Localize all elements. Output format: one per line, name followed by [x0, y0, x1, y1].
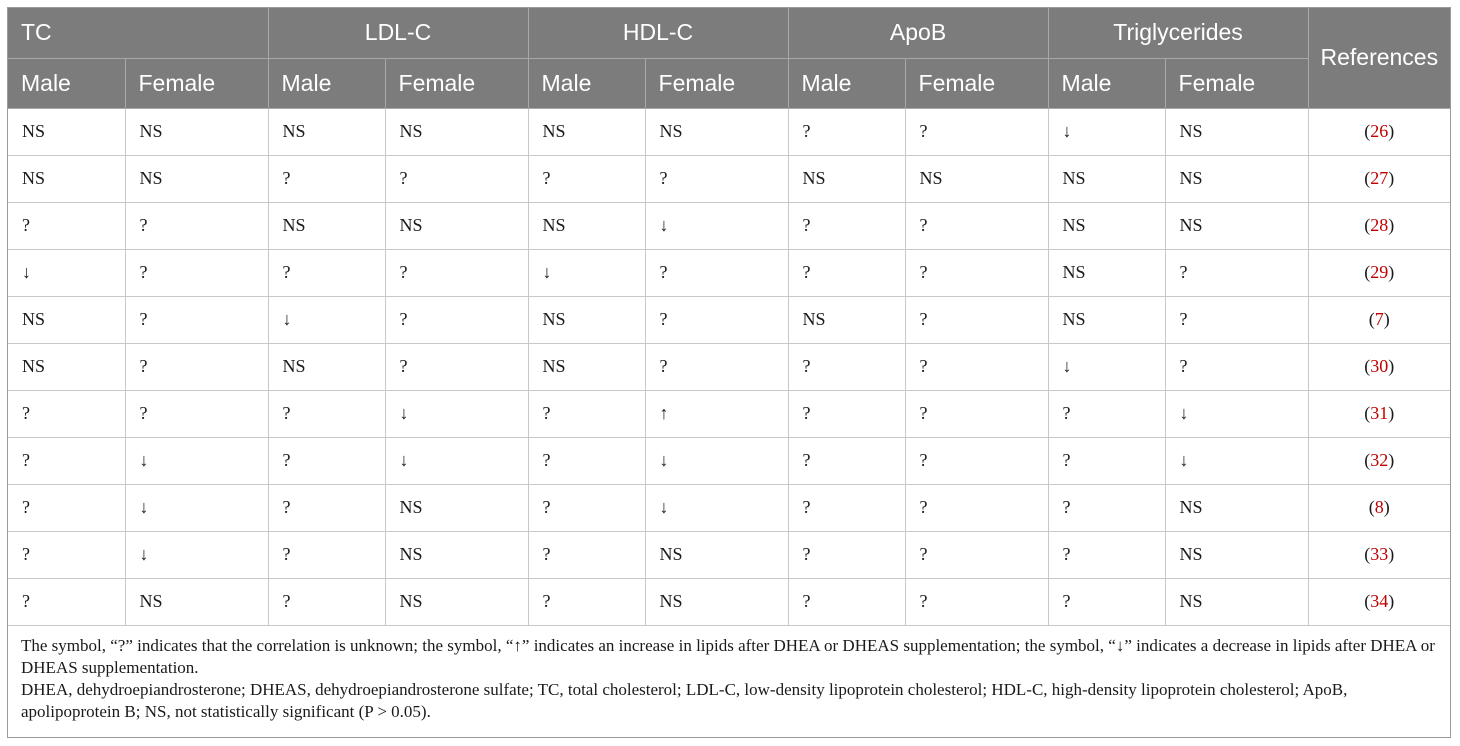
cell-tg-female: ↓ [1165, 390, 1308, 437]
cell-tc-female: ↓ [125, 437, 268, 484]
cell-ldl-male: ↓ [268, 296, 385, 343]
cell-hdl-male: ? [528, 484, 645, 531]
cell-tc-female: ? [125, 296, 268, 343]
cell-tc-female: NS [125, 578, 268, 625]
cell-reference: (33) [1308, 531, 1450, 578]
subheader-male: Male [268, 58, 385, 108]
cell-apob-female: ? [905, 390, 1048, 437]
cell-tg-female: NS [1165, 578, 1308, 625]
cell-apob-female: ? [905, 296, 1048, 343]
cell-ldl-female: ↓ [385, 437, 528, 484]
cell-tg-female: ? [1165, 343, 1308, 390]
header-ldl-c: LDL-C [268, 8, 528, 58]
cell-ldl-male: ? [268, 531, 385, 578]
cell-tc-male: ? [8, 437, 125, 484]
cell-apob-male: ? [788, 343, 905, 390]
cell-tg-male: ? [1048, 484, 1165, 531]
cell-reference: (31) [1308, 390, 1450, 437]
reference-link[interactable]: 30 [1370, 356, 1389, 376]
reference-link[interactable]: 33 [1370, 544, 1389, 564]
cell-tg-male: NS [1048, 296, 1165, 343]
cell-hdl-female: NS [645, 578, 788, 625]
cell-hdl-male: ? [528, 578, 645, 625]
reference-link[interactable]: 7 [1374, 309, 1384, 329]
cell-ldl-male: ? [268, 484, 385, 531]
table-footnotes [8, 626, 1450, 723]
reference-link[interactable]: 26 [1370, 121, 1389, 141]
cell-tc-female: ↓ [125, 531, 268, 578]
cell-tg-male: ? [1048, 531, 1165, 578]
cell-tc-male: ↓ [8, 249, 125, 296]
cell-tg-male: ↓ [1048, 108, 1165, 155]
cell-reference: (28) [1308, 202, 1450, 249]
cell-ldl-female: NS [385, 202, 528, 249]
cell-apob-male: ? [788, 390, 905, 437]
cell-reference: (27) [1308, 155, 1450, 202]
cell-ldl-female: NS [385, 484, 528, 531]
cell-tg-female: ↓ [1165, 437, 1308, 484]
cell-apob-male: ? [788, 249, 905, 296]
cell-ldl-female: ? [385, 155, 528, 202]
cell-apob-female: ? [905, 531, 1048, 578]
table-row [8, 249, 1450, 296]
table-row [8, 108, 1450, 155]
table-row [8, 531, 1450, 578]
cell-tc-male: NS [8, 108, 125, 155]
cell-apob-female: ? [905, 578, 1048, 625]
cell-tc-male: ? [8, 390, 125, 437]
cell-hdl-female: ? [645, 155, 788, 202]
cell-hdl-female: ? [645, 343, 788, 390]
header-tc: TC [8, 8, 268, 58]
cell-ldl-male: NS [268, 108, 385, 155]
subheader-male: Male [8, 58, 125, 108]
subheader-female: Female [1165, 58, 1308, 108]
subheader-female: Female [905, 58, 1048, 108]
cell-tg-male: ? [1048, 437, 1165, 484]
cell-ldl-male: ? [268, 578, 385, 625]
cell-tg-female: NS [1165, 484, 1308, 531]
cell-hdl-female: NS [645, 108, 788, 155]
table-row [8, 202, 1450, 249]
cell-ldl-female: ? [385, 296, 528, 343]
reference-link[interactable]: 28 [1370, 215, 1389, 235]
cell-hdl-female: ? [645, 296, 788, 343]
cell-reference: (32) [1308, 437, 1450, 484]
reference-link[interactable]: 8 [1374, 497, 1384, 517]
subheader-male: Male [528, 58, 645, 108]
cell-tc-male: ? [8, 484, 125, 531]
header-references: References [1308, 8, 1450, 108]
cell-ldl-male: ? [268, 390, 385, 437]
cell-hdl-female: NS [645, 531, 788, 578]
cell-apob-female: NS [905, 155, 1048, 202]
cell-ldl-male: ? [268, 155, 385, 202]
cell-hdl-male: ? [528, 390, 645, 437]
cell-tc-female: ? [125, 249, 268, 296]
cell-tg-male: ? [1048, 390, 1165, 437]
cell-reference: (26) [1308, 108, 1450, 155]
cell-reference: (30) [1308, 343, 1450, 390]
cell-hdl-female: ? [645, 249, 788, 296]
header-triglycerides: Triglycerides [1048, 8, 1308, 58]
cell-ldl-female: ↓ [385, 390, 528, 437]
cell-ldl-female: NS [385, 108, 528, 155]
group-header-row [8, 8, 1450, 58]
cell-reference: (7) [1308, 296, 1450, 343]
cell-tc-male: ? [8, 202, 125, 249]
cell-tg-female: ? [1165, 296, 1308, 343]
cell-apob-male: ? [788, 108, 905, 155]
cell-hdl-female: ↑ [645, 390, 788, 437]
cell-reference: (34) [1308, 578, 1450, 625]
reference-link[interactable]: 34 [1370, 591, 1389, 611]
cell-hdl-female: ↓ [645, 484, 788, 531]
cell-tg-male: NS [1048, 202, 1165, 249]
cell-tg-female: NS [1165, 108, 1308, 155]
cell-ldl-male: NS [268, 202, 385, 249]
sex-header-row [8, 58, 1450, 108]
cell-tg-female: ? [1165, 249, 1308, 296]
cell-apob-male: NS [788, 155, 905, 202]
cell-tg-male: ? [1048, 578, 1165, 625]
table-row [8, 484, 1450, 531]
cell-hdl-male: NS [528, 202, 645, 249]
cell-tc-male: NS [8, 343, 125, 390]
cell-apob-male: ? [788, 437, 905, 484]
cell-hdl-male: ? [528, 437, 645, 484]
cell-hdl-male: NS [528, 343, 645, 390]
cell-tg-male: NS [1048, 155, 1165, 202]
cell-reference: (8) [1308, 484, 1450, 531]
cell-ldl-female: NS [385, 531, 528, 578]
table-frame [7, 7, 1451, 738]
cell-ldl-male: ? [268, 437, 385, 484]
reference-link[interactable]: 31 [1370, 403, 1389, 423]
header-apob: ApoB [788, 8, 1048, 58]
lipid-correlation-table [8, 8, 1450, 626]
cell-ldl-male: ? [268, 249, 385, 296]
cell-ldl-male: NS [268, 343, 385, 390]
cell-tc-female: ? [125, 202, 268, 249]
subheader-female: Female [125, 58, 268, 108]
cell-tg-female: NS [1165, 531, 1308, 578]
subheader-female: Female [385, 58, 528, 108]
cell-tc-male: NS [8, 296, 125, 343]
cell-apob-female: ? [905, 249, 1048, 296]
cell-apob-male: ? [788, 531, 905, 578]
cell-apob-male: ? [788, 578, 905, 625]
cell-apob-female: ? [905, 437, 1048, 484]
cell-reference: (29) [1308, 249, 1450, 296]
table-row [8, 296, 1450, 343]
cell-tg-male: ↓ [1048, 343, 1165, 390]
header-hdl-c: HDL-C [528, 8, 788, 58]
cell-ldl-female: NS [385, 578, 528, 625]
cell-tc-male: ? [8, 578, 125, 625]
cell-tg-female: NS [1165, 202, 1308, 249]
cell-tc-female: ↓ [125, 484, 268, 531]
cell-hdl-male: ↓ [528, 249, 645, 296]
reference-link[interactable]: 27 [1370, 168, 1389, 188]
table-row [8, 437, 1450, 484]
cell-apob-female: ? [905, 202, 1048, 249]
cell-tc-male: ? [8, 531, 125, 578]
subheader-male: Male [788, 58, 905, 108]
cell-tc-male: NS [8, 155, 125, 202]
reference-link[interactable]: 29 [1370, 262, 1389, 282]
cell-hdl-male: ? [528, 155, 645, 202]
table-row [8, 390, 1450, 437]
cell-tg-male: NS [1048, 249, 1165, 296]
cell-apob-female: ? [905, 108, 1048, 155]
table-row [8, 155, 1450, 202]
cell-ldl-female: ? [385, 343, 528, 390]
cell-apob-male: ? [788, 202, 905, 249]
footnote-abbreviations: DHEA, dehydroepiandrosterone; DHEAS, dehydroepiandrosterone sulfate; TC, total cholesterol; LDL-C, low-density lipoprotein cholesterol; HDL-C, high-density lipoprotein cholesterol; ApoB, apolipoprotein B; NS, not statistically significant (P > 0.05). [21, 679, 1348, 721]
cell-hdl-male: ? [528, 531, 645, 578]
subheader-female: Female [645, 58, 788, 108]
cell-ldl-female: ? [385, 249, 528, 296]
cell-tc-female: NS [125, 108, 268, 155]
cell-hdl-male: NS [528, 296, 645, 343]
cell-tc-female: ? [125, 390, 268, 437]
reference-link[interactable]: 32 [1370, 450, 1389, 470]
cell-apob-female: ? [905, 484, 1048, 531]
table-row [8, 578, 1450, 625]
table-body [8, 108, 1450, 625]
table-row [8, 343, 1450, 390]
cell-apob-female: ? [905, 343, 1048, 390]
cell-hdl-male: NS [528, 108, 645, 155]
cell-hdl-female: ↓ [645, 437, 788, 484]
cell-hdl-female: ↓ [645, 202, 788, 249]
cell-tg-female: NS [1165, 155, 1308, 202]
cell-apob-male: ? [788, 484, 905, 531]
cell-apob-male: NS [788, 296, 905, 343]
footnote-symbols: The symbol, “?” indicates that the correlation is unknown; the symbol, “↑” indicates an increase in lipids after DHEA or DHEAS supplementation; the symbol, “↓” indicates a decrease in lipids after DHEA or DHEAS supplementation. [21, 635, 1435, 677]
cell-tc-female: NS [125, 155, 268, 202]
cell-tc-female: ? [125, 343, 268, 390]
subheader-male: Male [1048, 58, 1165, 108]
